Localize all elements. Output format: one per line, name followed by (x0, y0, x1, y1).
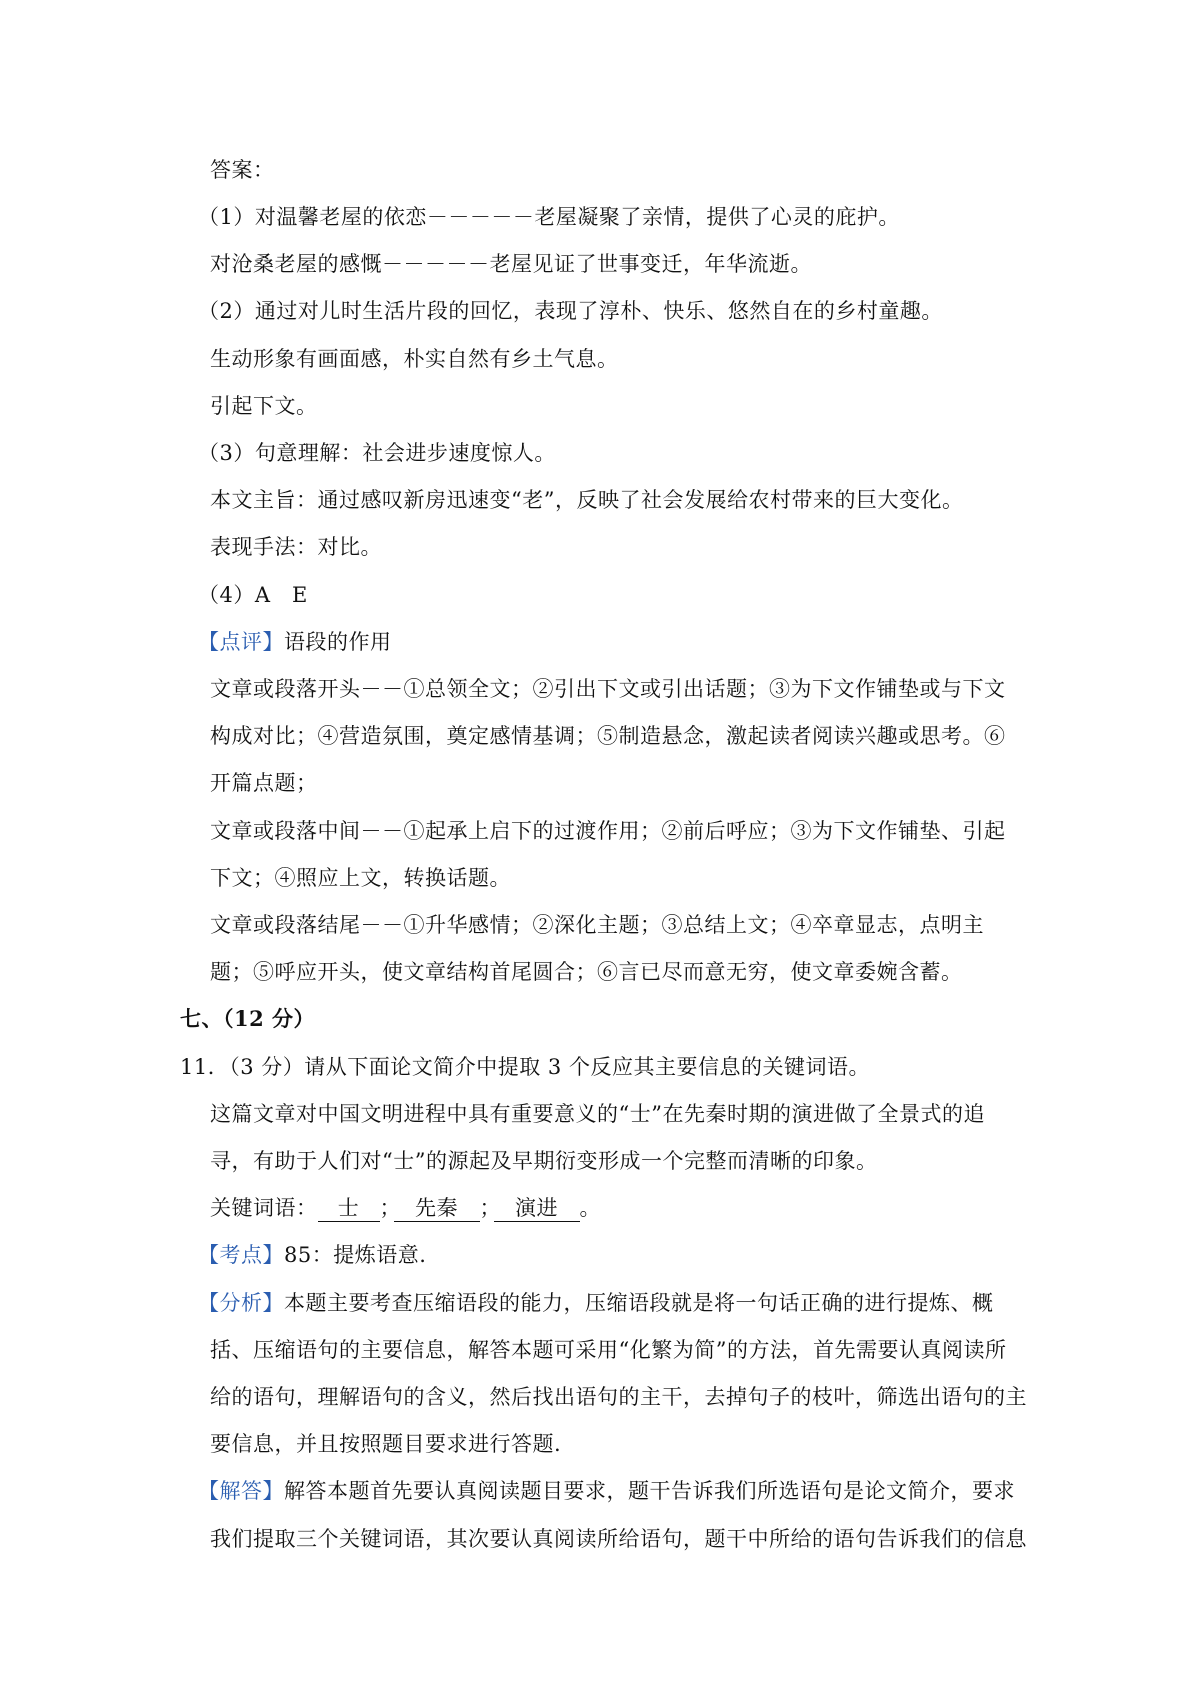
dianping-body-line: 文章或段落结尾－－①升华感情；②深化主题；③总结上文；④卒章显志，点明主 (210, 913, 984, 937)
kaodian-tag: 【考点】 (198, 1243, 284, 1267)
answer-line-7: 本文主旨：通过感叹新房迅速变“老”，反映了社会发展给农村带来的巨大变化。 (210, 488, 964, 512)
dianping-body-line: 开篇点题； (210, 771, 318, 795)
dianping-body-line: 下文；④照应上文，转换话题。 (210, 866, 511, 890)
jieda-text: 解答本题首先要认真阅读题目要求，题干告诉我们所选语句是论文简介，要求 (284, 1479, 1015, 1503)
keyword-answer-3: 演进 (494, 1195, 580, 1222)
section-heading: 七、（12 分） (180, 1006, 316, 1031)
keyword-answer-1: 士 (318, 1195, 380, 1222)
answer-heading: 答案： (210, 158, 275, 182)
question-11-passage-line: 这篇文章对中国文明进程中具有重要意义的“士”在先秦时期的演进做了全景式的追 (210, 1102, 985, 1126)
keywords-label: 关键词语： (210, 1196, 318, 1220)
dianping-body-line: 构成对比；④营造氛围，奠定感情基调；⑤制造悬念，激起读者阅读兴趣或思考。⑥ (210, 724, 1006, 748)
fenxi-line (198, 1288, 994, 1318)
keyword-separator: ； (379, 1196, 401, 1220)
answer-line-4: 生动形象有画面感，朴实自然有乡土气息。 (210, 347, 619, 371)
dianping-body-line: 文章或段落开头－－①总领全文；②引出下文或引出话题；③为下文作铺垫或与下文 (210, 677, 1006, 701)
question-11-passage-line: 寻，有助于人们对“士”的源起及早期衍变形成一个完整而清晰的印象。 (210, 1149, 878, 1173)
dianping-line (198, 627, 392, 657)
fenxi-text: 本题主要考查压缩语段的能力，压缩语段就是将一句话正确的进行提炼、概 (284, 1291, 994, 1315)
answer-line-5: 引起下文。 (210, 394, 318, 418)
jieda-line (198, 1476, 1015, 1506)
dianping-body-line: 文章或段落中间－－①起承上启下的过渡作用；②前后呼应；③为下文作铺垫、引起 (210, 819, 1006, 843)
kaodian-text: 85：提炼语意. (284, 1243, 427, 1267)
answer-line-1: （1）对温馨老屋的依恋－－－－－老屋凝聚了亲情，提供了心灵的庇护。 (198, 205, 900, 229)
answer-line-3: （2）通过对儿时生活片段的回忆，表现了淳朴、快乐、悠然自在的乡村童趣。 (198, 299, 943, 323)
question-11-prompt: 11．（3 分）请从下面论文简介中提取 3 个反应其主要信息的关键词语。 (180, 1055, 870, 1079)
answer-line-9: （4）A E (198, 583, 308, 607)
keyword-separator: ； (479, 1196, 501, 1220)
keyword-answer-2: 先秦 (394, 1195, 480, 1222)
jieda-tag: 【解答】 (198, 1479, 284, 1503)
answer-line-2: 对沧桑老屋的感慨－－－－－老屋见证了世事变迁，年华流逝。 (210, 252, 812, 276)
fenxi-body-line: 给的语句，理解语句的含义，然后找出语句的主干，去掉句子的枝叶，筛选出语句的主 (210, 1385, 1027, 1409)
fenxi-tag: 【分析】 (198, 1291, 284, 1315)
kaodian-line (198, 1240, 426, 1270)
dianping-tag: 【点评】 (198, 630, 284, 654)
dianping-text: 语段的作用 (284, 630, 392, 654)
answer-line-6: （3）句意理解：社会进步速度惊人。 (198, 441, 556, 465)
dianping-body-line: 题；⑤呼应开头，使文章结构首尾圆合；⑥言已尽而意无穷，使文章委婉含蓄。 (210, 960, 963, 984)
fenxi-body-line: 要信息，并且按照题目要求进行答题. (210, 1432, 562, 1456)
answer-line-8: 表现手法：对比。 (210, 535, 382, 559)
fenxi-body-line: 括、压缩语句的主要信息，解答本题可采用“化繁为简”的方法，首先需要认真阅读所 (210, 1338, 1007, 1362)
keywords-end: 。 (579, 1196, 601, 1220)
jieda-body-line: 我们提取三个关键词语，其次要认真阅读所给语句，题干中所给的语句告诉我们的信息 (210, 1527, 1027, 1551)
keywords-line (210, 1193, 601, 1223)
